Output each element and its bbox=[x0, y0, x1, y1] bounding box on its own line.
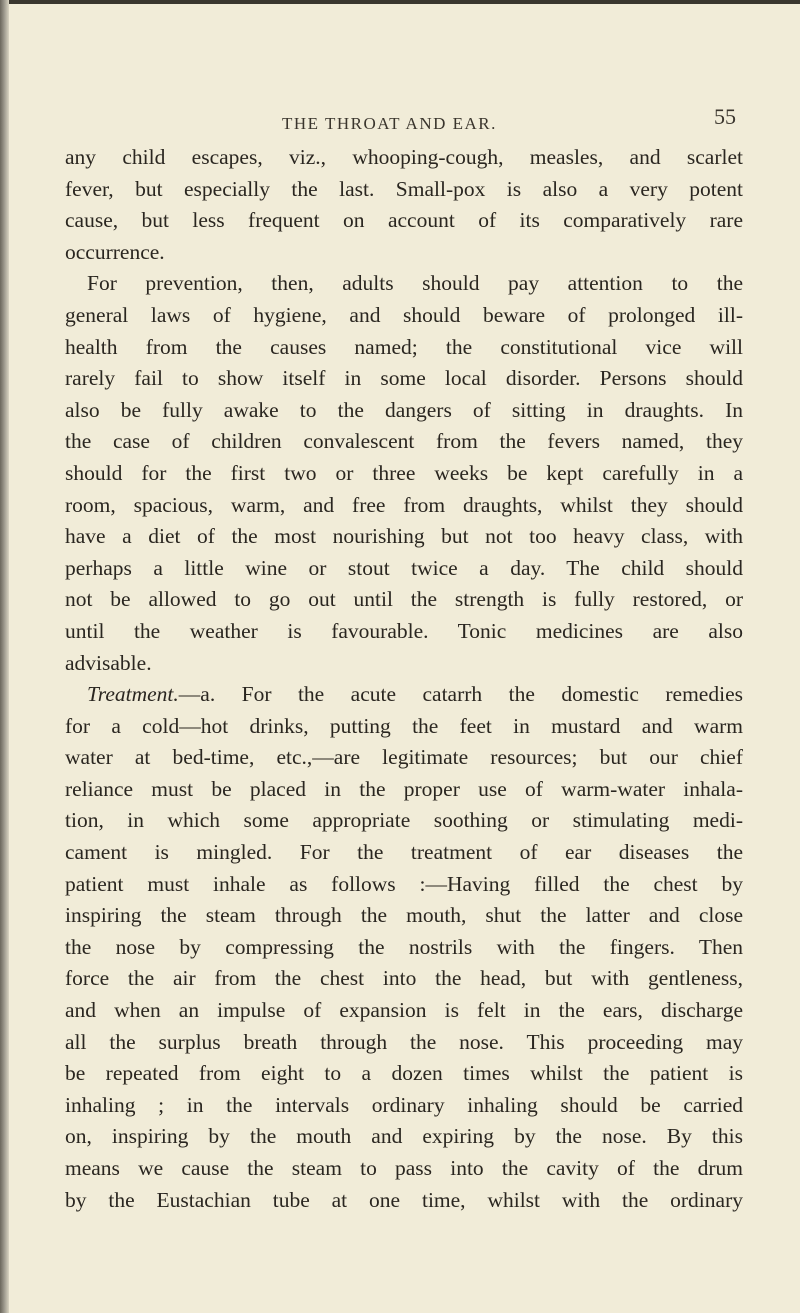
text-line: have a diet of the most nourishing but not too heavy class, with bbox=[65, 524, 743, 549]
paragraph-start-line: For prevention, then, adults should pay attention to the bbox=[87, 271, 743, 296]
treatment-line bbox=[65, 679, 743, 711]
treatment-heading: Treatment. bbox=[87, 682, 179, 707]
text-line: for a cold—hot drinks, putting the feet in mustard and warm bbox=[65, 713, 743, 738]
text-line: force the air from the chest into the head, but with gentleness, bbox=[65, 966, 743, 991]
text-line: room, spacious, warm, and free from draughts, whilst they should bbox=[65, 492, 743, 517]
text-line: be repeated from eight to a dozen times whilst the patient is bbox=[65, 1061, 743, 1086]
text-line: any child escapes, viz., whooping-cough, measles, and scarlet bbox=[65, 145, 743, 169]
scan-edge-left bbox=[0, 0, 9, 1313]
body-text bbox=[65, 142, 743, 1216]
text-line: the case of children convalescent from the fevers named, they bbox=[65, 429, 743, 454]
running-head: THE THROAT AND EAR. bbox=[282, 114, 497, 133]
treatment-line-rest: —a. For the acute catarrh the domestic remedies bbox=[178, 682, 743, 707]
text-line: the nose by compressing the nostrils with the fingers. Then bbox=[65, 934, 743, 959]
text-line: cause, but less frequent on account of its comparatively rare bbox=[65, 208, 743, 233]
text-line: inspiring the steam through the mouth, shut the latter and close bbox=[65, 903, 743, 928]
text-line: general laws of hygiene, and should beware of prolonged ill- bbox=[65, 302, 743, 327]
page-number: 55 bbox=[714, 104, 736, 129]
text-line: advisable. bbox=[65, 650, 152, 675]
text-line: also be fully awake to the dangers of sitting in draughts. In bbox=[65, 397, 743, 422]
text-line: reliance must be placed in the proper use of warm-water inhala- bbox=[65, 776, 743, 801]
text-line: fever, but especially the last. Small-pox is also a very potent bbox=[65, 176, 743, 201]
text-line: until the weather is favourable. Tonic medicines are also bbox=[65, 618, 743, 643]
page-header bbox=[0, 100, 800, 140]
text-line: all the surplus breath through the nose. This proceeding may bbox=[65, 1029, 743, 1054]
text-line: tion, in which some appropriate soothing or stimulating medi- bbox=[65, 808, 743, 833]
text-line: occurrence. bbox=[65, 239, 165, 264]
text-line: should for the first two or three weeks be kept carefully in a bbox=[65, 460, 743, 485]
text-line: by the Eustachian tube at one time, whilst with the ordinary bbox=[65, 1187, 743, 1212]
text-line: not be allowed to go out until the strength is fully restored, or bbox=[65, 587, 743, 612]
text-line: cament is mingled. For the treatment of ear diseases the bbox=[65, 840, 743, 865]
text-line: water at bed-time, etc.,—are legitimate resources; but our chief bbox=[65, 745, 743, 770]
text-line: inhaling ; in the intervals ordinary inhaling should be carried bbox=[65, 1092, 743, 1117]
text-line: perhaps a little wine or stout twice a day. The child should bbox=[65, 555, 743, 580]
text-line: on, inspiring by the mouth and expiring by the nose. By this bbox=[65, 1124, 743, 1149]
text-line: health from the causes named; the constitutional vice will bbox=[65, 334, 743, 359]
text-line: means we cause the steam to pass into the cavity of the drum bbox=[65, 1156, 743, 1180]
scan-edge-top bbox=[0, 0, 800, 4]
text-line: and when an impulse of expansion is felt in the ears, discharge bbox=[65, 998, 743, 1023]
text-line: rarely fail to show itself in some local disorder. Persons should bbox=[65, 366, 743, 391]
text-line: patient must inhale as follows :—Having filled the chest by bbox=[65, 871, 743, 896]
